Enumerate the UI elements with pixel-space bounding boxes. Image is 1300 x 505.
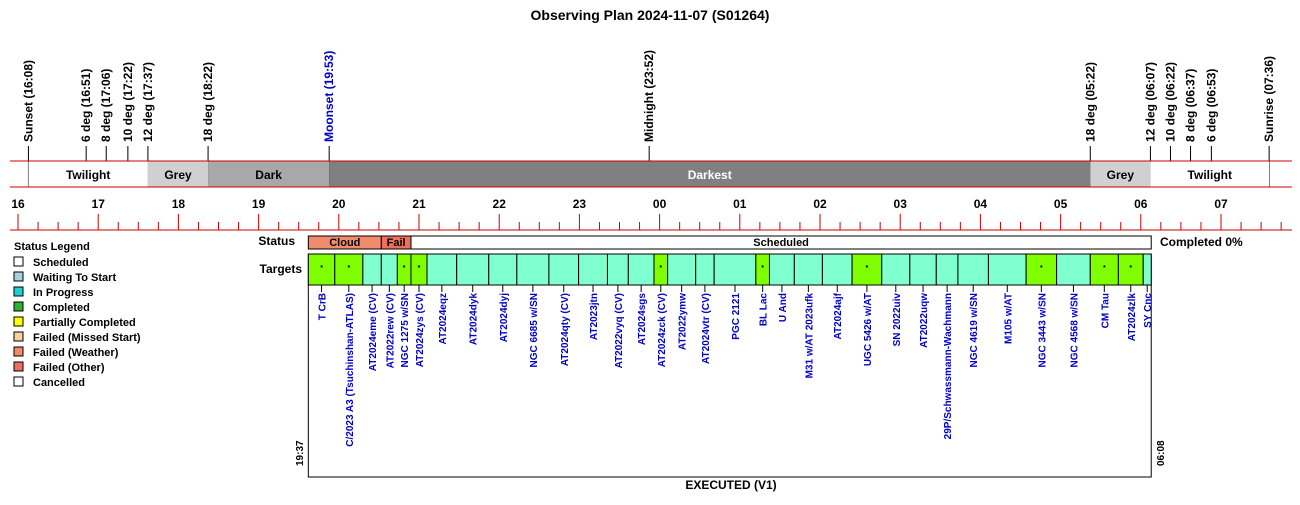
legend-swatch xyxy=(14,332,23,341)
legend-swatch xyxy=(14,347,23,356)
target-label: AT2024zck (CV) xyxy=(656,293,668,368)
status-segment-label: Fail xyxy=(386,237,406,249)
legend-item-label: Scheduled xyxy=(33,257,89,269)
target-marker: * xyxy=(1102,265,1106,272)
target-label: U And xyxy=(777,293,789,323)
target-marker: * xyxy=(320,265,323,272)
target-marker: * xyxy=(865,265,869,272)
target-label: AT2022uqw xyxy=(919,293,931,348)
legend-title: Status Legend xyxy=(14,241,90,253)
target-block xyxy=(958,254,988,285)
hour-tick-label: 02 xyxy=(813,197,827,211)
legend-item-label: Completed xyxy=(33,302,90,314)
event-label: 18 deg (18:22) xyxy=(201,61,216,142)
event-label: 8 deg (06:37) xyxy=(1183,68,1198,142)
target-label: PGC 2121 xyxy=(730,293,742,340)
target-label: AT2024ajf xyxy=(833,293,845,340)
target-label: UGC 5426 w/AT xyxy=(862,293,874,367)
hour-tick-label: 18 xyxy=(171,197,186,211)
hour-tick-label: 03 xyxy=(893,197,907,211)
event-label: 8 deg (17:06) xyxy=(99,68,114,142)
target-label: AT2024eme (CV) xyxy=(368,293,380,372)
target-block xyxy=(607,254,628,285)
target-block xyxy=(769,254,794,285)
target-label: AT2024zys (CV) xyxy=(415,293,426,368)
target-label: AT2022ymw xyxy=(677,293,689,351)
target-block xyxy=(668,254,696,285)
footer-label: EXECUTED (V1) xyxy=(685,478,777,492)
targets-bar xyxy=(308,254,1154,477)
legend-item-label: Failed (Missed Start) xyxy=(33,332,141,344)
sky-period-label: Twilight xyxy=(65,168,111,182)
completed-percent: Completed 0% xyxy=(1160,235,1243,249)
target-block xyxy=(882,254,910,285)
sky-period-label: Twilight xyxy=(1187,168,1232,182)
target-label: SY Cnc xyxy=(1143,293,1155,328)
legend-swatch xyxy=(14,272,23,281)
target-block xyxy=(988,254,1026,285)
sky-period-label: Darkest xyxy=(687,168,732,182)
hour-tick-label: 20 xyxy=(332,197,346,211)
status-bar xyxy=(308,236,1151,249)
hour-tick-label: 01 xyxy=(733,197,747,211)
event-label: 18 deg (05:22) xyxy=(1083,61,1098,142)
event-label: Sunset (16:08) xyxy=(21,59,36,143)
end-time-label: 06:08 xyxy=(1156,440,1167,466)
target-block xyxy=(936,254,958,285)
legend-swatch xyxy=(14,302,23,311)
hour-tick-label: 05 xyxy=(1053,197,1068,211)
event-label: 6 deg (06:53) xyxy=(1204,68,1219,142)
target-block xyxy=(427,254,457,285)
start-time-label: 19:37 xyxy=(295,440,306,466)
target-marker: * xyxy=(659,265,663,272)
target-block xyxy=(822,254,852,285)
event-label: 10 deg (17:22) xyxy=(120,61,135,142)
target-marker: * xyxy=(402,265,406,272)
target-label: 29P/Schwassmann-Wachmann xyxy=(943,292,955,440)
hour-tick-label: 21 xyxy=(412,197,426,211)
target-label: AT2024vtr (CV) xyxy=(700,293,712,364)
target-block xyxy=(910,254,936,285)
target-block xyxy=(794,254,822,285)
event-label: 6 deg (16:51) xyxy=(79,68,94,142)
sky-period-label: Dark xyxy=(255,168,282,182)
legend-item-label: Failed (Other) xyxy=(33,362,105,374)
target-marker: * xyxy=(1129,265,1133,272)
status-segment-label: Cloud xyxy=(329,237,361,249)
legend-item-label: Partially Completed xyxy=(33,317,136,329)
hour-tick-label: 00 xyxy=(652,197,667,211)
target-marker: * xyxy=(417,265,421,272)
target-label: NGC 1275 w/SN xyxy=(400,293,412,368)
hour-tick-label: 06 xyxy=(1134,197,1148,211)
legend-swatch xyxy=(14,257,23,266)
hour-tick-label: 22 xyxy=(492,197,506,211)
status-segment-label: Scheduled xyxy=(753,237,809,249)
sky-period-label: Grey xyxy=(164,168,192,182)
target-marker: * xyxy=(1039,265,1043,272)
target-label: SN 2022uiv xyxy=(891,293,903,347)
target-label: AT2023jtn xyxy=(589,293,601,341)
status-row-label: Status xyxy=(258,234,295,248)
target-block xyxy=(1057,254,1091,285)
event-label: Midnight (23:52) xyxy=(642,50,657,142)
legend-item-label: Cancelled xyxy=(33,377,85,389)
target-label: AT2024dyj xyxy=(498,292,510,343)
target-label: AT2024dyk xyxy=(468,293,480,346)
event-label: 12 deg (17:37) xyxy=(140,61,155,142)
target-label: CM Tau xyxy=(1100,293,1112,329)
target-label: C/2023 A3 (Tsuchinshan-ATLAS) xyxy=(344,293,356,447)
hour-tick-label: 16 xyxy=(11,197,25,211)
target-block xyxy=(457,254,489,285)
target-label: AT2024qty (CV) xyxy=(559,293,571,367)
target-block xyxy=(1143,254,1151,285)
target-block xyxy=(579,254,608,285)
sky-periods-layer xyxy=(10,161,1292,187)
event-label: Moonset (19:53) xyxy=(322,50,337,142)
legend-swatch xyxy=(14,287,23,296)
target-label: M31 w/AT 2023ufk xyxy=(804,293,816,379)
hour-tick-label: 17 xyxy=(91,197,105,211)
targets-row-label: Targets xyxy=(259,262,302,276)
target-label: AT2022vyq (CV) xyxy=(613,293,625,369)
target-label: T CrB xyxy=(317,293,329,321)
legend-item-label: Failed (Weather) xyxy=(33,347,119,359)
legend-item-label: Waiting To Start xyxy=(33,272,117,284)
hour-tick-label: 04 xyxy=(973,197,988,211)
target-block xyxy=(549,254,579,285)
target-label: NGC 4619 w/SN xyxy=(969,293,981,368)
target-label: NGC 3443 w/SN xyxy=(1037,293,1049,368)
target-block xyxy=(517,254,549,285)
target-block xyxy=(381,254,397,285)
target-label: BL Lac xyxy=(758,293,770,327)
hour-tick-label: 23 xyxy=(572,197,587,211)
target-marker: * xyxy=(347,265,351,272)
target-label: M105 w/AT xyxy=(1003,293,1015,344)
target-label: NGC 4568 w/SN xyxy=(1069,293,1081,368)
hour-axis-layer xyxy=(10,197,1292,230)
legend-swatch xyxy=(14,317,23,326)
status-legend xyxy=(14,241,141,389)
target-label: AT2024sgs xyxy=(637,293,649,346)
event-label: Sunrise (07:36) xyxy=(1262,55,1277,142)
target-block xyxy=(696,254,714,285)
sky-period-label: Grey xyxy=(1106,168,1135,182)
target-marker: * xyxy=(761,265,765,272)
hour-tick-label: 07 xyxy=(1214,197,1228,211)
legend-item-label: In Progress xyxy=(33,287,94,299)
legend-swatch xyxy=(14,377,23,386)
executed-frame xyxy=(308,254,1151,477)
target-label: AT2024zlk xyxy=(1126,293,1138,342)
target-block xyxy=(628,254,654,285)
target-label: AT2022rew (CV) xyxy=(385,293,397,369)
target-block xyxy=(363,254,381,285)
legend-swatch xyxy=(14,362,23,371)
target-label: NGC 6685 w/SN xyxy=(528,293,540,368)
hour-tick-label: 19 xyxy=(251,197,266,211)
target-label: AT2024eqz xyxy=(437,293,449,345)
chart-title: Observing Plan 2024-11-07 (S01264) xyxy=(530,7,770,23)
target-block xyxy=(489,254,517,285)
event-label: 12 deg (06:07) xyxy=(1143,61,1158,142)
event-label: 10 deg (06:22) xyxy=(1163,61,1178,142)
target-block xyxy=(714,254,756,285)
